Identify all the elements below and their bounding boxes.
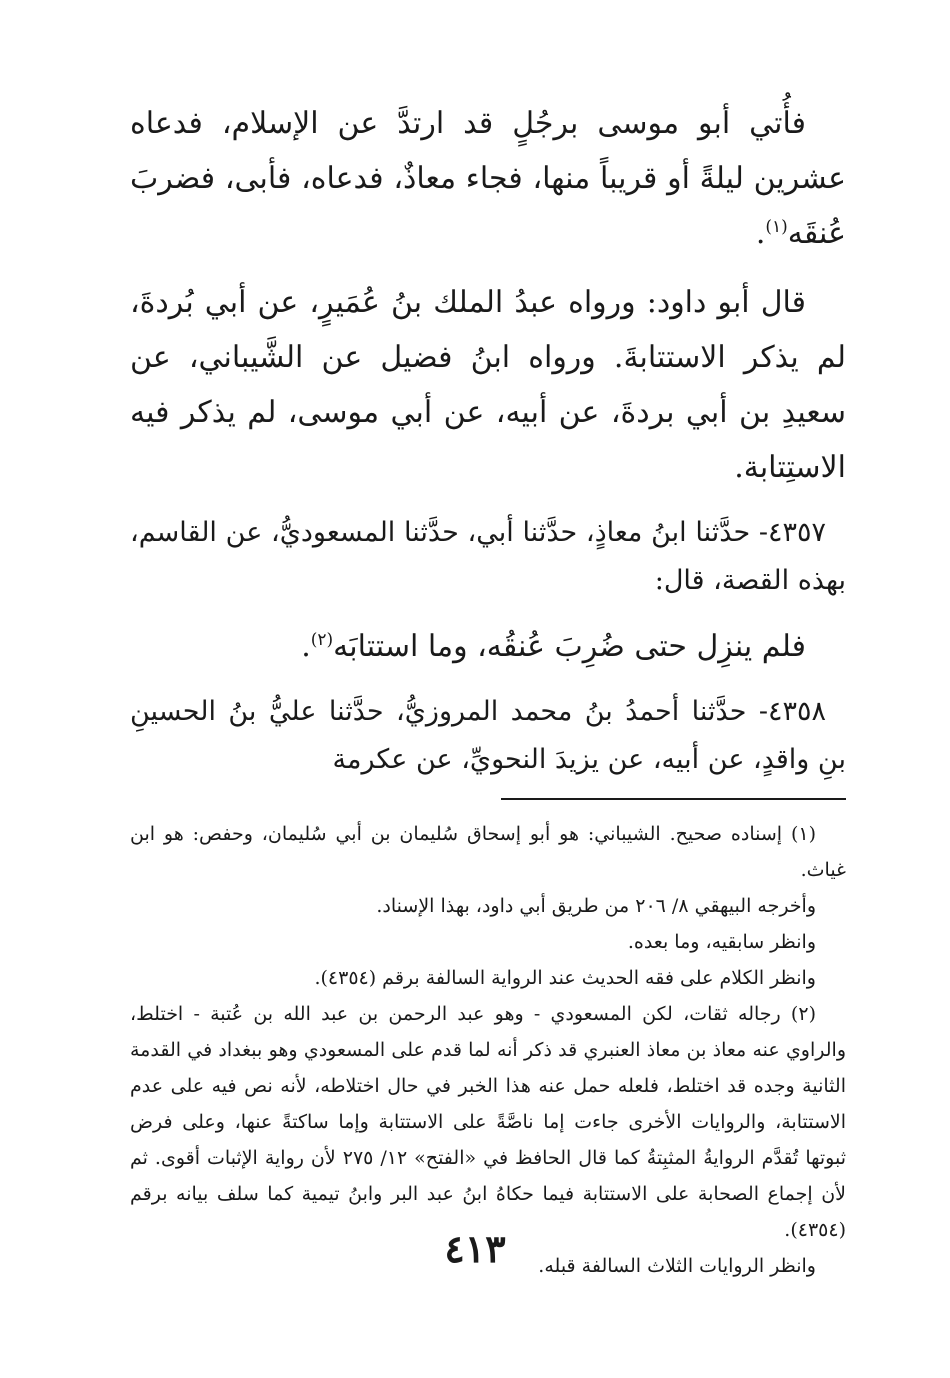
footnotes — [130, 816, 846, 1284]
hadith-4358: ٤٣٥٨- حدَّثنا أحمدُ بنُ محمد المروزيُّ، حدَّثنا عليُّ بنُ الحسينِ بنِ واقدٍ، عن أبيه، عن يزيدَ النحويِّ، عن عكرمة — [130, 696, 846, 775]
paragraph-hadith-4357-text — [130, 619, 846, 674]
footnote-2: (٢) رجاله ثقات، لكن المسعودي - وهو عبد الرحمن بن عبد الله بن عُتبة - اختلط، والراوي عنه معاذ بن معاذ العنبري قد ذكر أنه لما قدم على المسعودي وهو ببغداد في القدمة الثانية وجده قد اختلط، فلعله حمل عنه هذا الخبر في حال اختلاطه، لأنه نص فيه على عدم الاستتابة، والروايات الأخرى جاءت إما ناصَّةً على الاستتابة وإما ساكتةً عنها، وعلى فرض ثبوتها تُقدَّم الروايةُ المثبِتةُ كما قال الحافظ في «الفتح» ١٢/ ٢٧٥ لأن رواية الإثبات أقوى. ثم لأن إجماع الصحابة على الاستتابة فيما حكاهُ ابنُ عبد البر وابنُ تيمية كما سلف بيانه برقم (٤٣٥٤). — [130, 1003, 847, 1241]
footnote-1: (١) إسناده صحيح. الشيباني: هو أبو إسحاق سُليمان بن أبي سُليمان، وحفص: هو ابن غياث. — [130, 823, 846, 881]
footnote-1-see-also: وانظر سابقيه، وما بعده. — [627, 931, 816, 953]
footnote-2-see-also: وانظر الروايات الثلاث السالفة قبله. — [538, 1255, 816, 1277]
main-text — [130, 96, 846, 784]
page-body — [130, 96, 846, 1284]
paragraph-narration — [130, 96, 846, 261]
paragraph-hadith-4357-end: . — [301, 629, 311, 664]
footnote-1-fiqh: وانظر الكلام على فقه الحديث عند الرواية السالفة برقم (٤٣٥٤). — [314, 967, 816, 989]
footnote-1-takhrij: وأخرجه البيهقي ٨/ ٢٠٦ من طريق أبي داود، بهذا الإسناد. — [376, 895, 816, 917]
paragraph-hadith-4357-body: فلم ينزِل حتى ضُرِبَ عُنقُه، وما استتابَه — [333, 629, 806, 664]
paragraph-narration-text: فأُتي أبو موسى برجُلٍ قد ارتدَّ عن الإسلام، فدعاه عشرين ليلةً أو قريباً منها، فجاء معاذٌ، فدعاه، فأبى، فضربَ عُنقَه — [130, 106, 846, 251]
page-number: ٤١٣ — [444, 1226, 506, 1271]
footnote-ref-2: (٢) — [310, 630, 334, 650]
hadith-4357: ٤٣٥٧- حدَّثنا ابنُ معاذٍ، حدَّثنا أبي، حدَّثنا المسعوديُّ، عن القاسم، بهذه القصة، قال: — [130, 517, 846, 596]
paragraph-narration-end: . — [755, 216, 766, 251]
footnote-ref-1: (١) — [765, 217, 788, 237]
footnote-separator — [501, 798, 846, 800]
paragraph-abu-dawud-comment: قال أبو داود: ورواه عبدُ الملك بنُ عُمَيرٍ، عن أبي بُردةَ، لم يذكر الاستتابةَ. ورواه ابنُ فضيل عن الشَّيباني، عن سعيدِ بن أبي بردةَ، عن أبيه، عن أبي موسى، لم يذكر فيه الاستِتابة. — [130, 285, 846, 485]
